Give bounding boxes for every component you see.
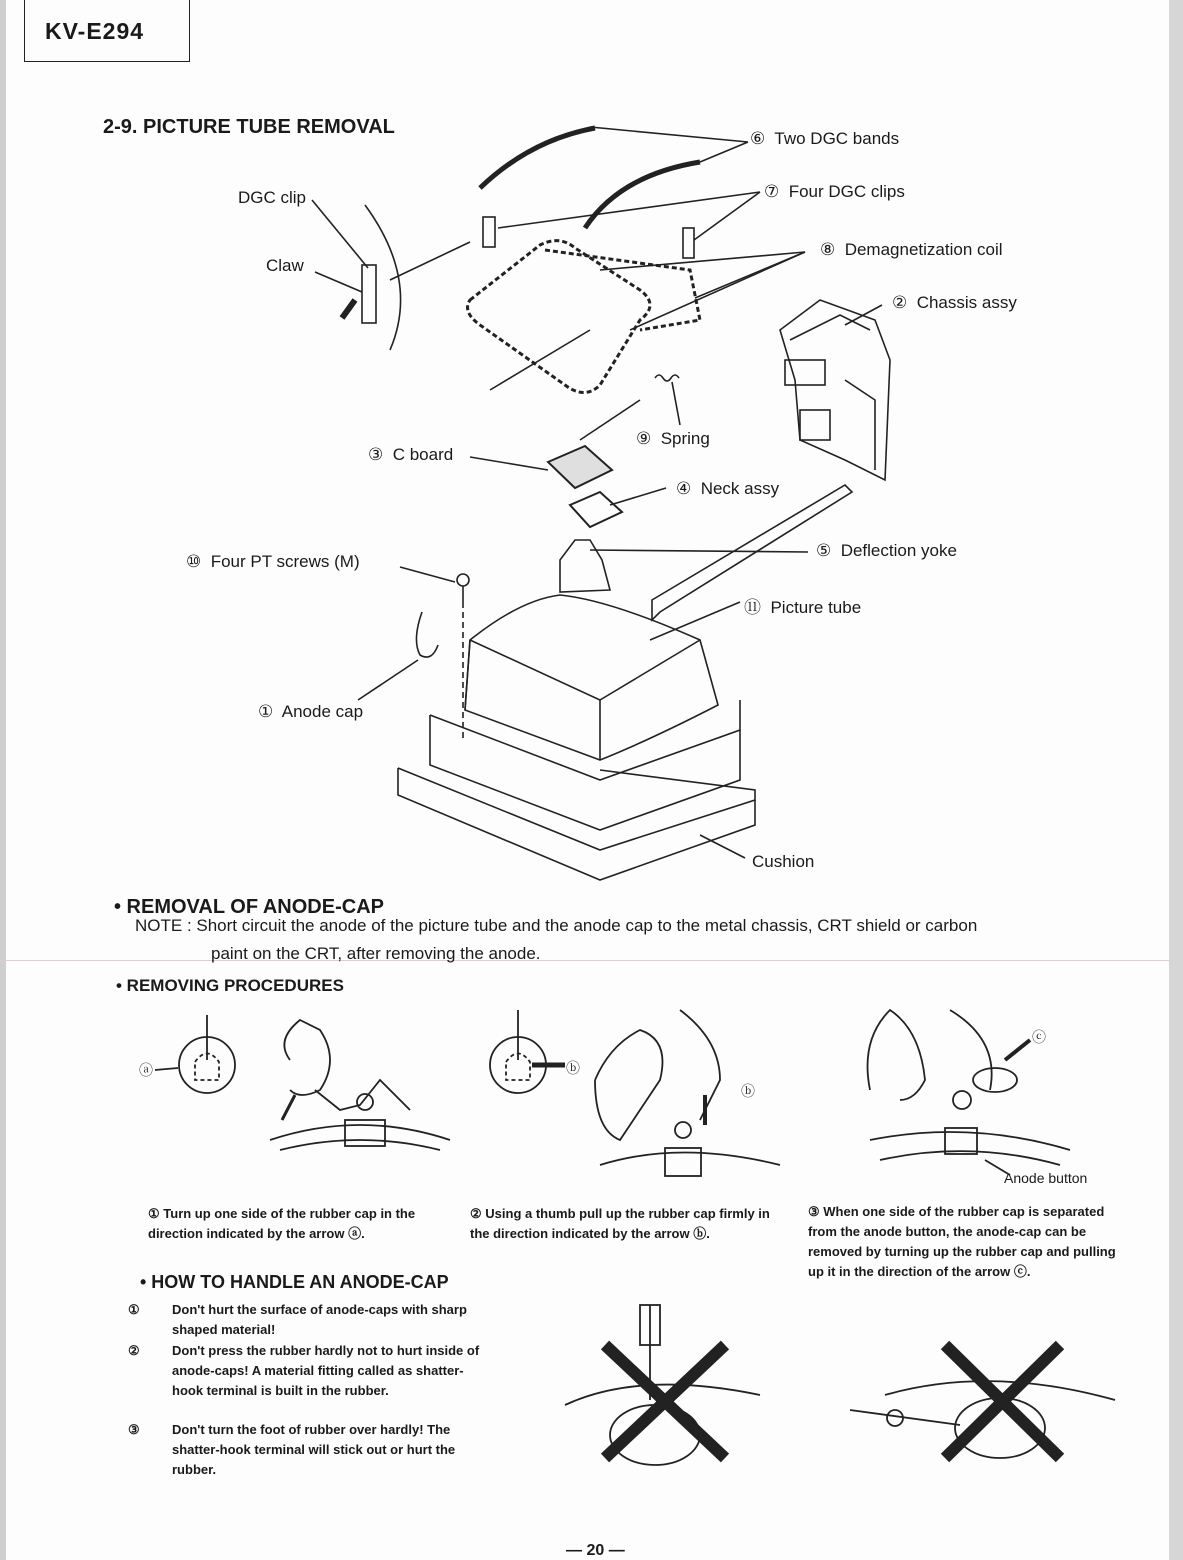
model-label: KV-E294 [24, 0, 190, 62]
handle-title: • HOW TO HANDLE AN ANODE-CAP [140, 1272, 449, 1292]
handle-item-1: ① Don't hurt the surface of anode-caps with sharp shaped material! [128, 1302, 467, 1337]
part-label-c-board: ③ C board [368, 445, 454, 464]
arrow-mark-c: ⓒ [1032, 1029, 1046, 1045]
step-2-text: ② Using a thumb pull up the rubber cap firmly in the direction indicated by the arrow ⓑ. [470, 1206, 770, 1241]
part-label-picture-tube: ⑪ Picture tube [744, 598, 862, 617]
part-label-four-dgc-clips: ⑦ Four DGC clips [764, 182, 905, 201]
section-title: 2-9. PICTURE TUBE REMOVAL [103, 116, 395, 138]
cushion-label: Cushion [752, 852, 815, 871]
note-line-1: NOTE : Short circuit the anode of the picture tube and the anode cap to the metal chassis, CRT shield or carbon [135, 916, 978, 935]
dgc-clip-label: DGC clip [238, 188, 307, 207]
part-label-chassis-assy: ② Chassis assy [892, 293, 1017, 312]
step-2-illustration [490, 1010, 780, 1176]
anode-button-label: Anode button [1004, 1170, 1088, 1186]
part-label-anode-cap: ① Anode cap [258, 702, 364, 721]
handle-item-3: ③ Don't turn the foot of rubber over hardly! The shatter-hook terminal will stick out or hurt the rubber. [128, 1422, 456, 1477]
step-1-illustration [155, 1015, 450, 1150]
page-number: — 20 — [566, 1542, 625, 1559]
part-label-pt-screws: ⑩ Four PT screws (M) [186, 552, 360, 571]
part-label-spring: ⑨ Spring [636, 429, 710, 448]
part-label-demagnetization-coil: ⑧ Demagnetization coil [820, 240, 1003, 259]
part-label-two-dgc-bands: ⑥ Two DGC bands [750, 129, 900, 148]
step-3-text: ③ When one side of the rubber cap is separated from the anode button, the anode-cap can be removed by turning up the rubber cap and pulling up it in the direction of the arrow ⓒ. [808, 1204, 1116, 1279]
handle-item-2: ② Don't press the rubber hardly not to hurt inside of anode-caps! A material fitting called as shatter-hook terminal is built in the rubber. [128, 1343, 480, 1398]
step-1-text: ① Turn up one side of the rubber cap in the direction indicated by the arrow ⓐ. [148, 1206, 416, 1241]
wrong-handling-illustration-2 [850, 1345, 1115, 1458]
note-line-2: paint on the CRT, after removing the anode. [211, 944, 541, 963]
part-label-deflection-yoke: ⑤ Deflection yoke [816, 541, 957, 560]
part-label-neck-assy: ④ Neck assy [676, 479, 780, 498]
arrow-mark-b: ⓑ [566, 1060, 580, 1076]
claw-label: Claw [266, 256, 304, 275]
removal-title: • REMOVAL OF ANODE-CAP [114, 896, 384, 918]
wrong-handling-illustration-1 [565, 1305, 760, 1465]
arrow-mark-b-2: ⓑ [741, 1083, 755, 1099]
arrow-mark-a: ⓐ [139, 1062, 153, 1078]
procedures-title: • REMOVING PROCEDURES [116, 976, 344, 995]
